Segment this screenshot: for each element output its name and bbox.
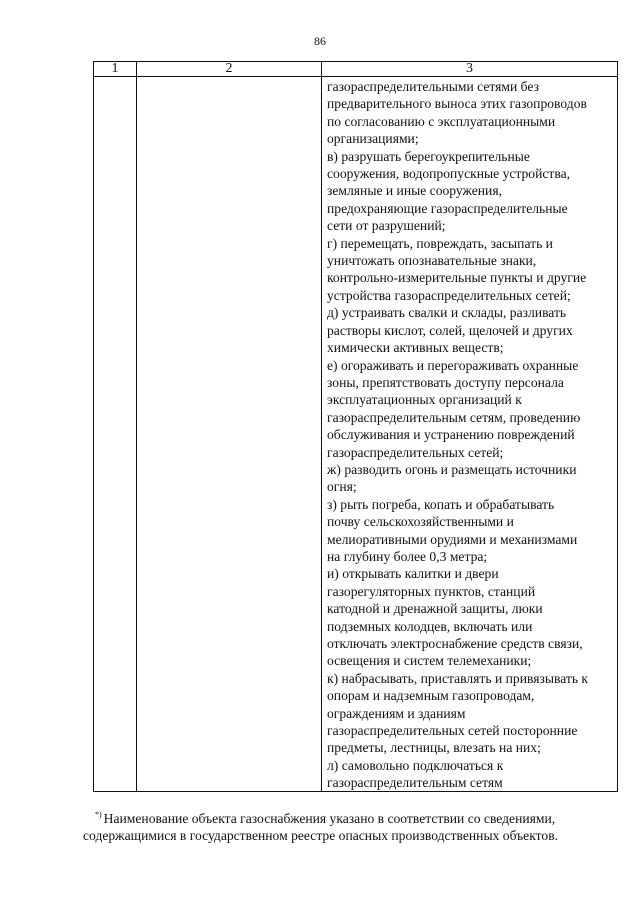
text-line: газораспределительных сетей посторонние (327, 723, 578, 739)
text-line: земляные и иные сооружения, (327, 183, 502, 199)
text-line: опорам и надземным газопроводам, (327, 688, 535, 704)
text-line: эксплуатационных организаций к (327, 392, 522, 408)
table-cell-col3 (322, 77, 618, 792)
text-line: е) огораживать и перегораживать охранные (327, 357, 579, 373)
text-line: по согласованию с эксплуатационными (327, 113, 556, 129)
table-row (94, 77, 618, 792)
text-line: освещения и систем телемеханики; (327, 653, 532, 669)
text-line: организациями; (327, 131, 419, 147)
text-line: растворы кислот, солей, щелочей и других (327, 322, 573, 338)
text-line: уничтожать опознавательные знаки, (327, 253, 537, 269)
text-line: контрольно-измерительные пункты и другие (327, 270, 587, 286)
text-line: отключать электроснабжение средств связи, (327, 636, 583, 651)
page-number: 86 (314, 34, 326, 48)
text-line: сети от разрушений; (327, 218, 446, 234)
table-header-row (94, 62, 618, 77)
text-line: газораспределительным сетям (327, 775, 503, 791)
text-line: д) устраивать свалки и склады, разливать (327, 305, 567, 321)
footnote-line-2: содержащимися в государственном реестре опасных производственных объектов. (83, 828, 559, 844)
document-table (93, 61, 618, 792)
text-line: мелиоративными орудиями и механизмами (327, 531, 578, 547)
text-line: газораспределительным сетям, проведению (327, 409, 581, 425)
text-line: ж) разводить огонь и размещать источники (327, 461, 577, 477)
text-line: и) открывать калитки и двери (327, 566, 499, 582)
text-line: к) набрасывать, приставлять и привязывать к (327, 670, 589, 686)
prohibitions-text (322, 77, 617, 791)
column-header-2: 2 (137, 62, 322, 77)
table-cell-col2 (137, 77, 322, 792)
text-line: подземных колодцев, включать или (327, 618, 533, 634)
text-line: обслуживания и устранению повреждений (327, 427, 575, 443)
text-line: ограждениям и зданиям (327, 705, 466, 721)
text-line: почву сельскохозяйственными и (327, 514, 514, 530)
text-line: устройства газораспределительных сетей; (327, 287, 571, 303)
text-line: огня; (327, 479, 357, 495)
text-line: газораспределительными сетями без (327, 79, 539, 94)
column-header-3: 3 (322, 62, 618, 77)
text-line: з) рыть погреба, копать и обрабатывать (327, 496, 555, 512)
text-line: предварительного выноса этих газопроводов (327, 96, 587, 112)
text-line: л) самовольно подключаться к (327, 757, 504, 773)
footnote (83, 806, 623, 845)
text-line: предметы, лестницы, влезать на них; (327, 740, 541, 756)
text-line: химически активных веществ; (327, 340, 504, 356)
column-header-1: 1 (94, 62, 137, 77)
text-line: на глубину более 0,3 метра; (327, 548, 488, 564)
text-line: катодной и дренажной защиты, люки (327, 601, 543, 617)
table-cell-col1 (94, 77, 137, 792)
text-line: г) перемещать, повреждать, засыпать и (327, 235, 553, 251)
text-line: сооружения, водопропускные устройства, (327, 166, 571, 182)
text-line: газорегуляторных пунктов, станций (327, 583, 536, 599)
text-line: газораспределительных сетей; (327, 444, 504, 460)
footnote-text-1: Наименование объекта газоснабжения указано в соответствии со сведениями, (103, 811, 556, 826)
text-line: зоны, препятствовать доступу персонала (327, 374, 564, 390)
text-line: в) разрушать берегоукрепительные (327, 148, 530, 164)
text-line: предохраняющие газораспределительные (327, 200, 568, 216)
footnote-line-1 (83, 806, 623, 827)
footnote-marker: *) (95, 810, 102, 819)
